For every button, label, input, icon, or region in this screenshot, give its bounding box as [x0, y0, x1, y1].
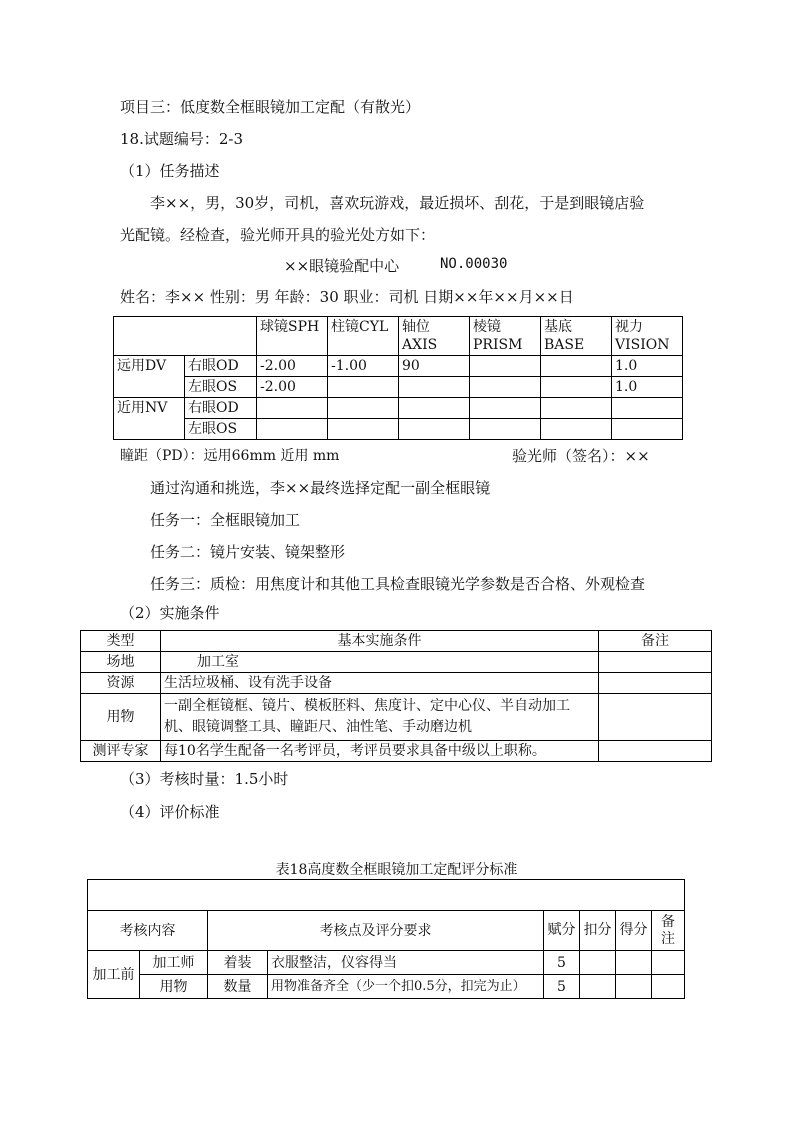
- choose-line: 通过沟通和挑选，李××最终选择定配一副全框眼镜: [150, 479, 491, 497]
- score-table-title: 表18高度数全框眼镜加工定配评分标准: [275, 862, 518, 878]
- left-eye-label: 左眼OS: [185, 419, 257, 440]
- description-line-1: 李××，男，30岁，司机，喜欢玩游戏，最近损坏、刮花，于是到眼镜店验: [150, 194, 645, 212]
- project-heading: 项目三：低度数全框眼镜加工定配（有散光）: [120, 98, 421, 116]
- conditions-header-type: 类型: [81, 631, 161, 652]
- dv-od-sph: -2.00: [257, 356, 328, 377]
- header-vision: 视力 VISION: [612, 317, 683, 356]
- conditions-header-basic: 基本实施条件: [161, 631, 599, 652]
- score-header-notes: 备注: [652, 911, 685, 951]
- right-eye-label: 右眼OD: [185, 398, 257, 419]
- task-1: 任务一：全框眼镜加工: [150, 511, 301, 529]
- score-header-assigned: 赋分: [544, 911, 580, 951]
- score-header-content: 考核内容: [88, 911, 208, 951]
- conditions-table: [80, 630, 712, 762]
- header-prism: 棱镜 PRISM: [470, 317, 541, 356]
- header-base: 基底 BASE: [541, 317, 612, 356]
- header-cyl: 柱镜CYL: [328, 317, 399, 356]
- header-axis: 轴位 AXIS: [399, 317, 470, 356]
- conditions-title: （2）实施条件: [120, 604, 220, 622]
- dv-os-sph: -2.00: [257, 377, 328, 398]
- left-eye-label: 左眼OS: [185, 377, 257, 398]
- exam-time: （3）考核时量：1.5小时: [120, 770, 289, 788]
- conditions-row: 用物 一副全框镜框、镜片、模板胚料、焦度计、定中心仪、半自动加工机、眼镜调整工具、瞳距尺、油性笔、手动磨边机: [81, 694, 712, 741]
- score-header-deducted: 扣分: [580, 911, 616, 951]
- score-header-obtained: 得分: [616, 911, 652, 951]
- task-3: 任务三：质检：用焦度计和其他工具检查眼镜光学参数是否合格、外观检查: [150, 575, 646, 593]
- conditions-header-notes: 备注: [599, 631, 712, 652]
- patient-info: 姓名：李×× 性别：男 年龄：30 职业：司机 日期××年××月××日: [120, 288, 574, 306]
- dv-od-vision: 1.0: [612, 356, 683, 377]
- score-row: 加工前 加工师 着装 衣服整洁，仪容得当 5: [88, 951, 685, 975]
- question-number: 18.试题编号：2-3: [120, 130, 244, 148]
- score-group-label: 加工前: [88, 951, 140, 999]
- conditions-row: 资源 生活垃圾桶、设有洗手设备: [81, 673, 712, 694]
- pd-line: 瞳距（PD）：远用66mm 近用 mm: [120, 448, 340, 464]
- conditions-row: 测评专家 每10名学生配备一名考评员，考评员要求具备中级以上职称。: [81, 741, 712, 762]
- near-label: 近用NV: [114, 398, 185, 440]
- dv-od-cyl: -1.00: [328, 356, 399, 377]
- rx-number: NO.00030: [440, 256, 508, 272]
- score-header-points: 考核点及评分要求: [208, 911, 544, 951]
- score-table: [87, 879, 685, 999]
- conditions-row: 场地 加工室: [81, 652, 712, 673]
- dv-od-axis: 90: [399, 356, 470, 377]
- score-row: 用物 数量 用物准备齐全（少一个扣0.5分，扣完为止） 5: [88, 975, 685, 999]
- dv-os-axis: [399, 377, 470, 398]
- dv-od-prism: [470, 356, 541, 377]
- rx-center-name: ××眼镜验配中心: [284, 257, 400, 275]
- distance-label: 远用DV: [114, 356, 185, 398]
- task-2: 任务二：镜片安装、镜架整形: [150, 543, 346, 561]
- dv-os-vision: 1.0: [612, 377, 683, 398]
- prescription-table: [113, 316, 683, 440]
- dv-od-base: [541, 356, 612, 377]
- task-description-title: （1）任务描述: [120, 162, 220, 180]
- dv-os-prism: [470, 377, 541, 398]
- header-sph: 球镜SPH: [257, 317, 328, 356]
- description-line-2: 光配镜。经检查，验光师开具的验光处方如下：: [120, 226, 436, 244]
- right-eye-label: 右眼OD: [185, 356, 257, 377]
- dv-os-cyl: [328, 377, 399, 398]
- evaluation-title: （4）评价标准: [120, 803, 220, 821]
- optometrist-signature: 验光师（签名）：××: [512, 447, 650, 465]
- dv-os-base: [541, 377, 612, 398]
